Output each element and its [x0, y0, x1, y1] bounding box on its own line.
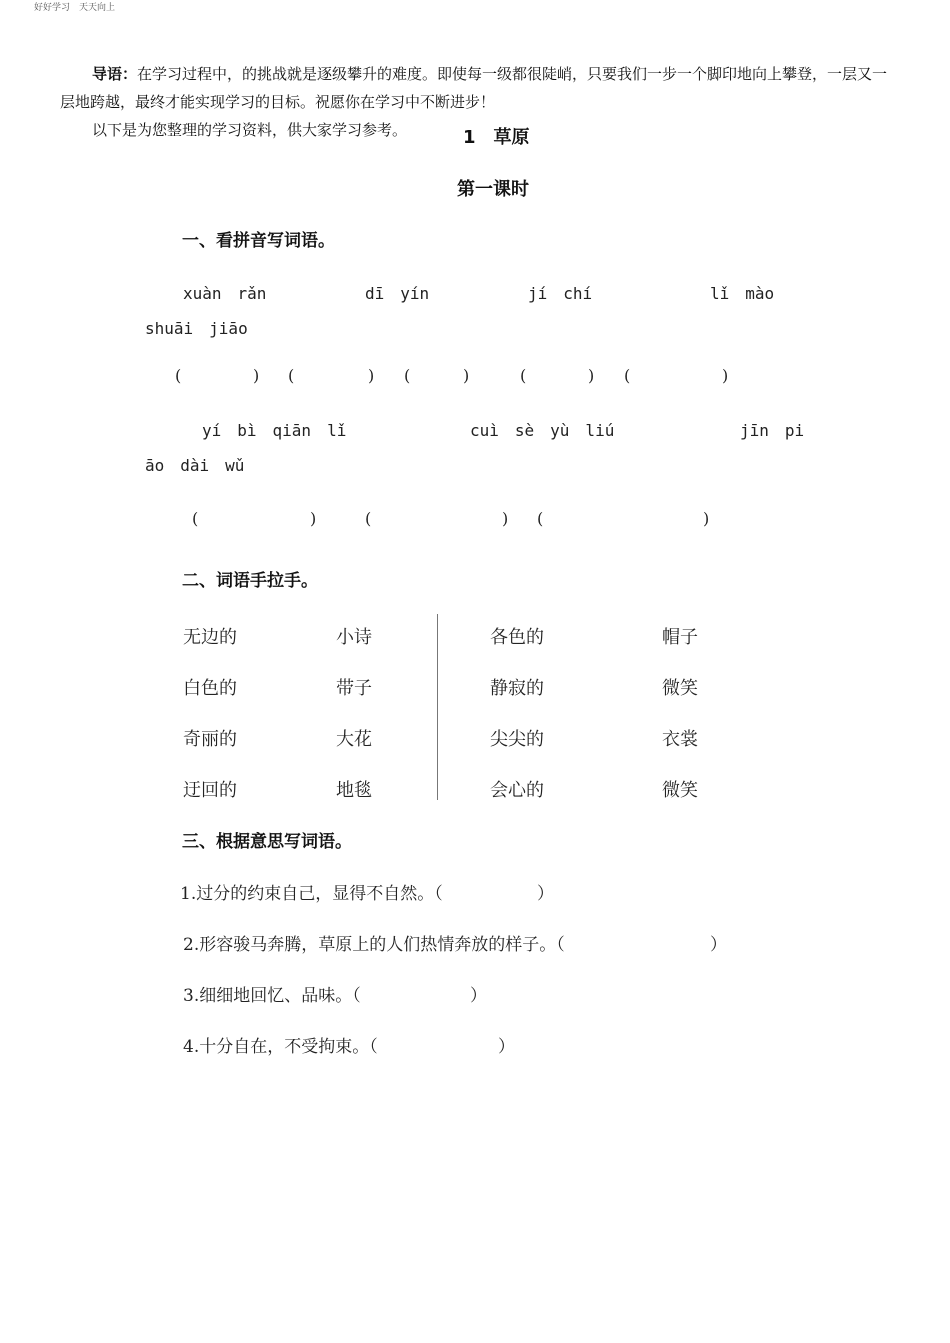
- match-word: 会心的: [490, 780, 544, 801]
- intro-lead-label: 导语：: [92, 65, 138, 83]
- match-word: 各色的: [490, 627, 544, 648]
- answer-paren-open: (: [192, 509, 199, 528]
- pinyin-item: yí bì qiān lǐ: [202, 421, 347, 440]
- intro-note: 以下是为您整理的学习资料，供大家学习参考。: [92, 121, 408, 139]
- match-word: 奇丽的: [183, 729, 237, 750]
- pinyin-item: jí chí: [528, 284, 593, 303]
- match-word: 迂回的: [183, 780, 237, 801]
- match-word: 衣裳: [662, 729, 698, 750]
- pinyin-item: lǐ mào: [710, 284, 775, 303]
- answer-paren-open: (: [288, 366, 295, 385]
- match-word: 静寂的: [490, 678, 544, 699]
- answer-paren-close: ): [368, 366, 375, 385]
- lesson-subtitle: 第一课时: [457, 179, 529, 200]
- match-word: 尖尖的: [490, 729, 544, 750]
- answer-paren-open: (: [520, 366, 527, 385]
- match-word: 无边的: [183, 627, 237, 648]
- match-word: 小诗: [336, 627, 372, 648]
- answer-paren-close: ): [703, 509, 710, 528]
- section1-heading: 一、看拼音写词语。: [182, 231, 335, 251]
- answer-paren-close: ）: [470, 986, 487, 1006]
- pinyin-item: cuì sè yù liú: [470, 421, 615, 440]
- column-divider: [437, 614, 438, 800]
- pinyin-item: jīn pi: [740, 421, 805, 440]
- answer-paren-close: ): [463, 366, 470, 385]
- section3-heading: 三、根据意思写词语。: [182, 832, 352, 852]
- answer-paren-open: (: [175, 366, 182, 385]
- lesson-title: 1 草原: [463, 127, 530, 148]
- pinyin-item: dī yín: [365, 284, 430, 303]
- match-word: 白色的: [183, 678, 237, 699]
- answer-paren-open: (: [404, 366, 411, 385]
- match-word: 带子: [336, 678, 372, 699]
- match-word: 帽子: [662, 627, 698, 648]
- intro-lead-text: 在学习过程中，的挑战就是逐级攀升的难度。即使每一级都很陡峭，只要我们一步一个脚印地向上攀登，一层又一层地跨越，最终才能实现学习的目标。祝愿你在学习中不断进步！: [60, 65, 888, 111]
- definition-question: 1.过分的约束自己，显得不自然。（: [180, 884, 443, 904]
- answer-paren-close: ): [588, 366, 595, 385]
- answer-paren-open: (: [624, 366, 631, 385]
- answer-paren-close: ): [253, 366, 260, 385]
- answer-paren-open: (: [537, 509, 544, 528]
- pinyin-item: shuāi jiāo: [145, 319, 248, 338]
- answer-paren-close: ): [310, 509, 317, 528]
- section2-heading: 二、词语手拉手。: [182, 571, 318, 591]
- definition-question: 2.形容骏马奔腾，草原上的人们热情奔放的样子。（: [183, 935, 565, 955]
- answer-paren-close: ）: [710, 935, 727, 955]
- intro-paragraph: [60, 60, 890, 116]
- definition-question: 4.十分自在，不受拘束。（: [183, 1037, 378, 1057]
- answer-paren-open: (: [365, 509, 372, 528]
- pinyin-item: āo dài wǔ: [145, 456, 245, 475]
- match-word: 地毯: [336, 780, 372, 801]
- answer-paren-close: ）: [537, 884, 554, 904]
- answer-paren-close: ): [502, 509, 509, 528]
- page-header: 好好学习 天天向上: [34, 3, 116, 13]
- answer-paren-close: ): [722, 366, 729, 385]
- definition-question: 3.细细地回忆、品味。（: [183, 986, 361, 1006]
- match-word: 微笑: [662, 678, 698, 699]
- match-word: 大花: [336, 729, 372, 750]
- pinyin-item: xuàn rǎn: [183, 284, 267, 303]
- match-word: 微笑: [662, 780, 698, 801]
- answer-paren-close: ）: [498, 1037, 515, 1057]
